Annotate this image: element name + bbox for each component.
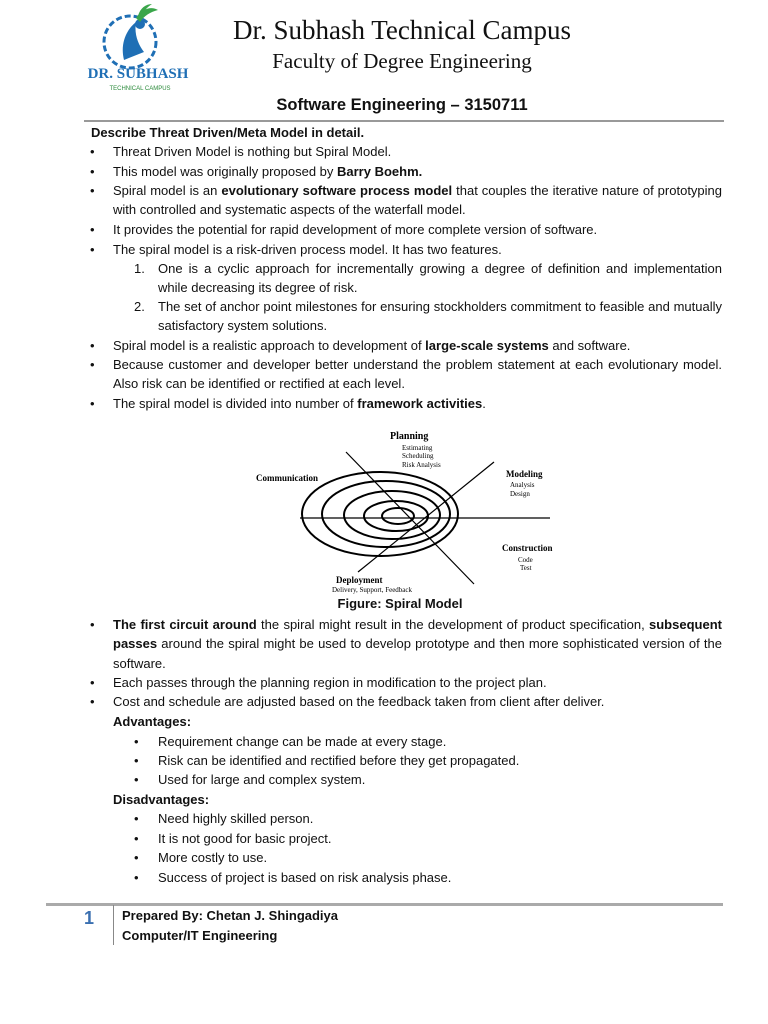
list-item: • The first circuit around the spiral might result in the development of product specification, subsequent passes around the spiral might be used to develop prototype and then more sophisticated version of the software. (90, 617, 722, 671)
department: Computer/IT Engineering (122, 928, 278, 943)
header-divider (84, 120, 724, 122)
construction-label: Construction (502, 543, 553, 553)
construction-item: Test (520, 564, 532, 572)
spiral-ring (382, 508, 414, 524)
deployment-items: Delivery, Support, Feedback (332, 586, 413, 594)
figure-caption: Figure: Spiral Model (337, 596, 463, 611)
campus-title: Dr. Subhash Technical Campus (232, 15, 572, 45)
modeling-item: Analysis (510, 481, 535, 489)
construction-item: Code (518, 556, 533, 564)
deployment-label: Deployment (336, 575, 383, 585)
axis-line (358, 462, 494, 572)
question-heading: Describe Threat Driven/Meta Model in detail. (91, 125, 365, 140)
logo-figure-icon (104, 4, 158, 68)
spiral-diagram (240, 426, 580, 596)
logo-text: DR. SUBHASH (87, 66, 189, 82)
planning-item: Risk Analysis (402, 461, 441, 469)
modeling-label: Modeling (506, 469, 543, 479)
planning-label: Planning (390, 431, 429, 442)
subject-title: Software Engineering – 3150711 (276, 96, 528, 114)
footer-vertical-divider (113, 905, 114, 945)
campus-logo (86, 4, 190, 96)
list-item: • Spiral model is an evolutionary software process model that couples the iterative nature of prototyping with controlled and systematic aspects of the waterfall model. (90, 183, 723, 218)
planning-item: Estimating (402, 444, 433, 452)
page-number: 1 (84, 908, 95, 928)
disadvantages-heading: Disadvantages: (113, 792, 210, 807)
faculty-title: Faculty of Degree Engineering (272, 49, 532, 73)
logo-subtext: TECHNICAL CAMPUS (109, 86, 171, 92)
modeling-item: Design (510, 490, 530, 498)
planning-item: Scheduling (402, 452, 434, 460)
communication-label: Communication (256, 473, 319, 483)
prepared-by: Prepared By: Chetan J. Shingadiya (122, 908, 339, 923)
advantages-heading: Advantages: (113, 714, 192, 729)
